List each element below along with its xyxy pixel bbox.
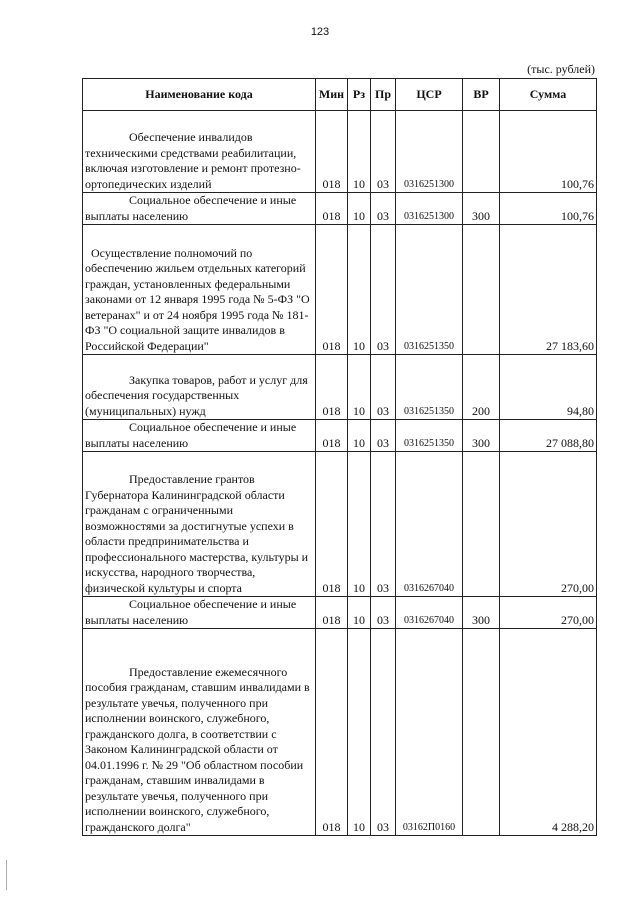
row-vr: [463, 629, 500, 836]
header-name: Наименование кода: [83, 79, 316, 111]
row-csr: 0316251300: [396, 193, 463, 225]
row-sum: 4 288,20: [500, 629, 597, 836]
row-name: Закупка товаров, работ и услуг для обеспечения государственных (муниципальных) нужд: [83, 355, 316, 420]
table-row: [83, 629, 597, 836]
row-min: 018: [316, 420, 348, 452]
row-csr: 0316251300: [396, 111, 463, 193]
row-sum: 100,76: [500, 111, 597, 193]
row-pr: 03: [371, 420, 396, 452]
header-pr: Пр: [371, 79, 396, 111]
row-csr: 0316251350: [396, 355, 463, 420]
table-row: [83, 225, 597, 355]
row-pr: 03: [371, 225, 396, 355]
row-rz: 10: [348, 193, 371, 225]
row-pr: 03: [371, 193, 396, 225]
row-rz: 10: [348, 597, 371, 629]
row-min: 018: [316, 452, 348, 597]
row-min: 018: [316, 629, 348, 836]
row-vr: [463, 111, 500, 193]
row-vr: 300: [463, 420, 500, 452]
scan-edge-mark: [6, 860, 7, 890]
table-row: [83, 355, 597, 420]
row-name: Социальное обеспечение и иные выплаты населению: [83, 420, 316, 452]
row-rz: 10: [348, 225, 371, 355]
table-row: [83, 111, 597, 193]
page-number: 123: [310, 26, 330, 38]
row-rz: 10: [348, 111, 371, 193]
row-rz: 10: [348, 629, 371, 836]
row-min: 018: [316, 111, 348, 193]
row-pr: 03: [371, 597, 396, 629]
row-csr: 03162П0160: [396, 629, 463, 836]
row-min: 018: [316, 597, 348, 629]
row-vr: [463, 452, 500, 597]
row-pr: 03: [371, 355, 396, 420]
table-row: [83, 420, 597, 452]
row-vr: 200: [463, 355, 500, 420]
row-sum: 100,76: [500, 193, 597, 225]
header-sum: Сумма: [500, 79, 597, 111]
header-vr: ВР: [463, 79, 500, 111]
row-pr: 03: [371, 452, 396, 597]
row-vr: 300: [463, 193, 500, 225]
row-name: Обеспечение инвалидов техническими средствами реабилитации, включая изготовление и ремонт протезно-ортопедических изделий: [83, 111, 316, 193]
header-csr: ЦСР: [396, 79, 463, 111]
row-sum: 270,00: [500, 597, 597, 629]
units-label: (тыс. рублей): [527, 62, 595, 76]
budget-table: [82, 78, 597, 836]
row-vr: [463, 225, 500, 355]
row-csr: 0316267040: [396, 452, 463, 597]
row-min: 018: [316, 193, 348, 225]
table-row: [83, 193, 597, 225]
header-min: Мин: [316, 79, 348, 111]
row-rz: 10: [348, 452, 371, 597]
row-pr: 03: [371, 111, 396, 193]
row-name: Осуществление полномочий по обеспечению жильем отдельных категорий граждан, установленных федеральными законами от 12 января 1995 года № 5-ФЗ "О ветеранах" и от 24 ноября 1995 года № 181-ФЗ "О социальной защите инвалидов в Российской Федерации": [83, 225, 316, 355]
row-name: Социальное обеспечение и иные выплаты населению: [83, 193, 316, 225]
row-sum: 27 183,60: [500, 225, 597, 355]
row-rz: 10: [348, 420, 371, 452]
row-sum: 270,00: [500, 452, 597, 597]
header-rz: Рз: [348, 79, 371, 111]
row-sum: 94,80: [500, 355, 597, 420]
row-pr: 03: [371, 629, 396, 836]
row-csr: 0316267040: [396, 597, 463, 629]
row-vr: 300: [463, 597, 500, 629]
table-row: [83, 597, 597, 629]
row-name: Предоставление грантов Губернатора Калининградской области гражданам с ограниченными возможностями за достигнутые успехи в области предпринимательства и профессионального мастерства, культуры и искусства, народного творчества, физической культуры и спорта: [83, 452, 316, 597]
row-sum: 27 088,80: [500, 420, 597, 452]
row-min: 018: [316, 225, 348, 355]
table-header-row: [83, 79, 597, 111]
row-csr: 0316251350: [396, 420, 463, 452]
row-csr: 0316251350: [396, 225, 463, 355]
row-rz: 10: [348, 355, 371, 420]
row-name: Социальное обеспечение и иные выплаты населению: [83, 597, 316, 629]
row-name: Предоставление ежемесячного пособия гражданам, ставшим инвалидами в результате увечья, полученного при исполнении воинского, служебного, гражданского долга, в соответствии с Законом Калининградской области от 04.01.1996 г. № 29 "Об областном пособии гражданам, ставшим инвалидами в результате увечья, полученного при исполнении воинского, служебного, гражданского долга": [83, 629, 316, 836]
table-row: [83, 452, 597, 597]
row-min: 018: [316, 355, 348, 420]
